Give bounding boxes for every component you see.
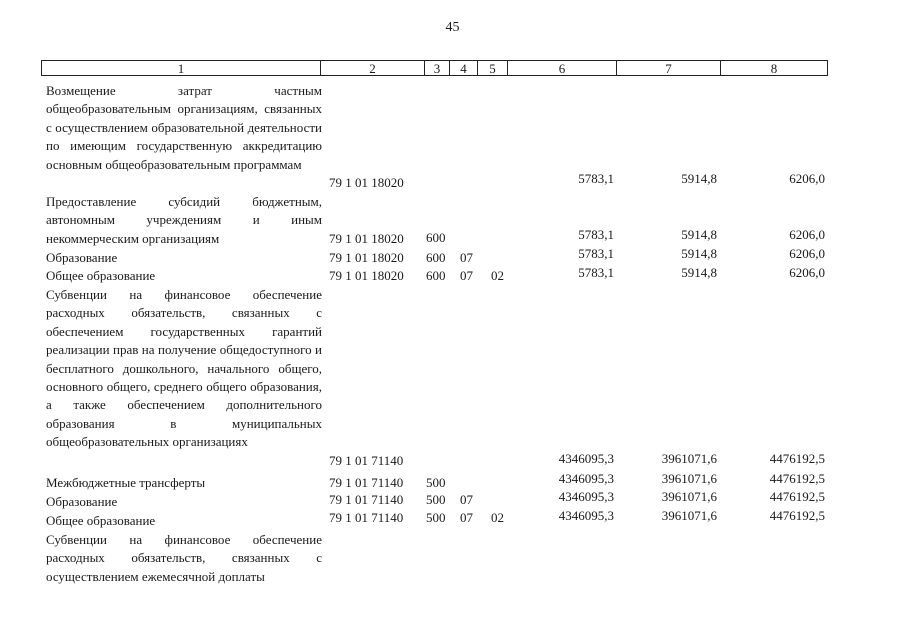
row-description: Субвенции на финансовое обеспечение расходных обязательств, связанных с обеспечением государственных гарантий реализации прав на получение общедоступного и бесплатного дошкольного, начального общего, основного общего, среднего общего образования, а также обеспечением дополнительного образования в муниципальных общеобразовательных организациях <box>46 287 322 450</box>
row-value-6: 5783,1 <box>578 171 614 186</box>
header-col-2: 2 <box>321 61 425 75</box>
header-col-1: 1 <box>42 61 321 75</box>
row-code: 79 1 01 71140 <box>329 510 404 525</box>
row-description: Общее образование <box>46 513 156 528</box>
row-value-6: 5783,1 <box>578 246 614 261</box>
row-value-6: 5783,1 <box>578 227 614 242</box>
row-value-7: 5914,8 <box>681 171 717 186</box>
row-vr: 500 <box>426 492 446 507</box>
row-description: Межбюджетные трансферты <box>46 475 206 490</box>
table-header <box>41 60 828 76</box>
row-value-7: 3961071,6 <box>661 489 717 504</box>
row-description: Предоставление субсидий бюджетным, автономным учреждениям и иным некоммерческим организациям <box>46 194 322 246</box>
row-code: 79 1 01 18020 <box>329 231 404 246</box>
row-code: 79 1 01 18020 <box>329 175 404 190</box>
row-value-6: 4346095,3 <box>558 489 614 504</box>
page-number: 45 <box>445 20 460 35</box>
header-col-4: 4 <box>450 61 478 75</box>
row-value-8: 6206,0 <box>789 227 825 242</box>
row-vr: 600 <box>426 250 446 265</box>
row-vr: 600 <box>426 230 446 245</box>
header-col-7: 7 <box>617 61 721 75</box>
row-value-8: 6206,0 <box>789 265 825 280</box>
row-description: Возмещение затрат частным общеобразовательным организациям, связанных с осуществлением образовательной деятельности по имеющим государственную аккредитацию основным общеобразовательным программам <box>46 83 322 172</box>
row-value-8: 6206,0 <box>789 246 825 261</box>
row-pr: 02 <box>491 510 504 525</box>
row-value-8: 4476192,5 <box>769 471 825 486</box>
row-rz: 07 <box>460 268 473 283</box>
row-value-7: 3961071,6 <box>661 451 717 466</box>
row-code: 79 1 01 71140 <box>329 475 404 490</box>
row-code: 79 1 01 18020 <box>329 250 404 265</box>
row-vr: 600 <box>426 268 446 283</box>
row-description: Субвенции на финансовое обеспечение расходных обязательств, связанных с осуществлением ежемесячной доплаты <box>46 532 322 584</box>
row-rz: 07 <box>460 250 473 265</box>
row-code: 79 1 01 71140 <box>329 492 404 507</box>
header-col-5: 5 <box>478 61 508 75</box>
row-rz: 07 <box>460 492 473 507</box>
row-description: Общее образование <box>46 268 156 283</box>
row-vr: 500 <box>426 475 446 490</box>
header-col-6: 6 <box>508 61 617 75</box>
row-value-6: 5783,1 <box>578 265 614 280</box>
header-col-3: 3 <box>425 61 450 75</box>
row-value-6: 4346095,3 <box>558 471 614 486</box>
row-pr: 02 <box>491 268 504 283</box>
row-code: 79 1 01 18020 <box>329 268 404 283</box>
row-value-8: 4476192,5 <box>769 489 825 504</box>
row-value-7: 3961071,6 <box>661 471 717 486</box>
row-value-7: 3961071,6 <box>661 508 717 523</box>
row-value-7: 5914,8 <box>681 265 717 280</box>
row-value-8: 4476192,5 <box>769 451 825 466</box>
row-value-8: 6206,0 <box>789 171 825 186</box>
row-code: 79 1 01 71140 <box>329 453 404 468</box>
row-description: Образование <box>46 250 118 265</box>
header-col-8: 8 <box>770 61 778 76</box>
row-value-7: 5914,8 <box>681 227 717 242</box>
row-description: Образование <box>46 494 118 509</box>
row-value-8: 4476192,5 <box>769 508 825 523</box>
row-vr: 500 <box>426 510 446 525</box>
row-value-6: 4346095,3 <box>558 508 614 523</box>
row-value-7: 5914,8 <box>681 246 717 261</box>
row-value-6: 4346095,3 <box>558 451 614 466</box>
row-rz: 07 <box>460 510 473 525</box>
